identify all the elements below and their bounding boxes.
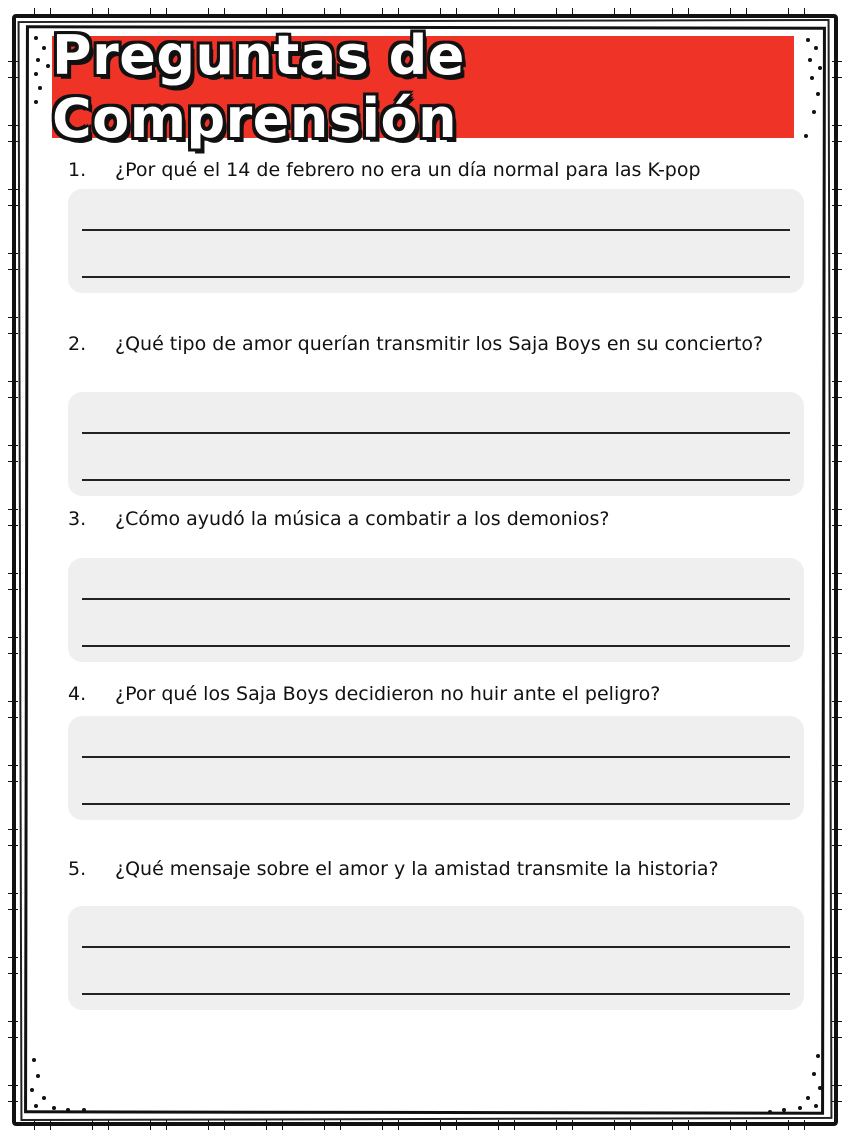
page-title: Preguntas de Comprensión [52, 24, 465, 150]
answer-line [82, 598, 790, 600]
question-3 [68, 504, 808, 534]
answer-line [82, 432, 790, 434]
answer-box-2[interactable] [68, 392, 804, 496]
answer-line [82, 993, 790, 995]
answer-line [82, 946, 790, 948]
question-number: 3. [68, 508, 87, 530]
question-text: ¿Qué tipo de amor querían transmitir los Saja Boys en su concierto? [115, 333, 764, 355]
question-text: ¿Cómo ayudó la música a combatir a los demonios? [115, 508, 610, 530]
answer-box-5[interactable] [68, 906, 804, 1010]
answer-line [82, 229, 790, 231]
question-text: ¿Por qué los Saja Boys decidieron no huir ante el peligro? [115, 683, 661, 705]
question-4 [68, 679, 808, 709]
question-number: 1. [68, 159, 87, 181]
question-number: 2. [68, 333, 87, 355]
answer-box-3[interactable] [68, 558, 804, 662]
question-number: 5. [68, 858, 87, 880]
answer-line [82, 645, 790, 647]
question-text: ¿Qué mensaje sobre el amor y la amistad transmite la historia? [115, 858, 719, 880]
answer-box-4[interactable] [68, 716, 804, 820]
question-1 [68, 155, 808, 185]
answer-line [82, 276, 790, 278]
question-5 [68, 854, 808, 884]
answer-line [82, 479, 790, 481]
answer-box-1[interactable] [68, 189, 804, 293]
question-number: 4. [68, 683, 87, 705]
answer-line [82, 756, 790, 758]
answer-line [82, 803, 790, 805]
question-text: ¿Por qué el 14 de febrero no era un día normal para las K-pop [115, 159, 701, 181]
question-2 [68, 329, 808, 359]
